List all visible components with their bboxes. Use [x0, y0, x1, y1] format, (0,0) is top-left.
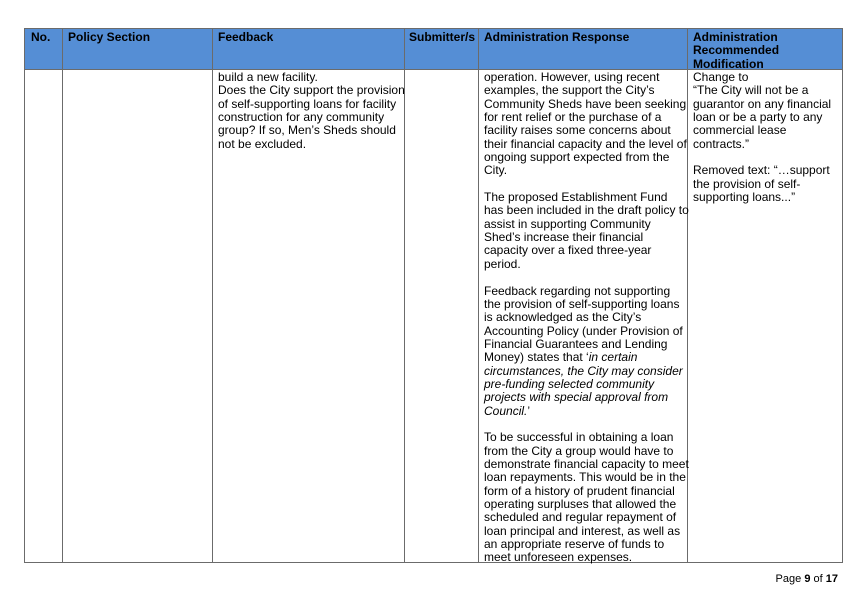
text-line: period.	[484, 256, 521, 271]
header-no: No.	[31, 30, 51, 44]
column-divider	[478, 29, 479, 562]
text-line: supporting loans...”	[693, 190, 796, 205]
page-of: of	[813, 573, 823, 585]
text-line: construction for any community	[218, 110, 385, 125]
page-current: 9	[804, 573, 811, 585]
text-line: not be excluded.	[218, 136, 307, 151]
response-paragraph	[484, 431, 689, 564]
response-paragraph	[484, 191, 689, 271]
response-paragraph	[484, 71, 689, 178]
text-line: facility raises some concerns about	[484, 123, 671, 138]
text-line: commercial lease	[693, 123, 787, 138]
text-line: operating surpluses that allowed the	[484, 497, 677, 511]
column-divider	[212, 29, 213, 562]
quote-close: ’	[527, 403, 531, 418]
text-line: from the City a group would have to	[484, 443, 674, 458]
text-line: their financial capacity and the level of	[484, 136, 687, 151]
text-line: assist in supporting Community	[484, 216, 651, 231]
quote-text: in certain	[588, 350, 638, 365]
text-line: is acknowledged as the City’s	[484, 310, 642, 325]
text-line: contracts.”	[693, 136, 750, 151]
text-line: Does the City support the provision	[218, 83, 405, 98]
text-line: Change to	[693, 70, 749, 84]
text-line: guarantor on any financial	[693, 96, 832, 111]
feedback-cell	[218, 71, 405, 151]
text-line: loan repayments. This would be in the	[484, 470, 686, 485]
text-line: Removed text: “…support	[693, 163, 830, 178]
text-line: Community Sheds have been seeking	[484, 96, 687, 111]
text-line: has been included in the draft policy to	[484, 203, 689, 218]
page-footer	[776, 573, 838, 585]
text-line: Accounting Policy (under Provision of	[484, 323, 683, 338]
text-line: capacity over a fixed three-year	[484, 243, 652, 258]
response-paragraph	[484, 285, 689, 418]
header-admin-response: Administration Response	[484, 30, 630, 44]
header-feedback: Feedback	[218, 30, 274, 44]
text-line: Shed’s increase their financial	[484, 230, 644, 245]
header-line: Modification	[693, 56, 764, 71]
text-line: “The City will not be a	[693, 83, 809, 98]
admin-response-cell	[484, 71, 689, 565]
quote-text: pre-funding selected community	[484, 376, 655, 391]
feedback-table	[24, 28, 843, 563]
text-line: Feedback regarding not supporting	[484, 283, 671, 298]
quote-text: circumstances, the City may consider	[484, 363, 683, 378]
modification-paragraph	[693, 71, 831, 151]
modification-paragraph	[693, 164, 831, 204]
text-line: build a new facility.	[218, 70, 318, 84]
text-line: examples, the support the City’s	[484, 83, 655, 98]
header-policy-section: Policy Section	[68, 30, 151, 44]
text-line: ongoing support expected from the	[484, 150, 670, 165]
text-line: for rent relief or the purchase of a	[484, 110, 662, 125]
text-line: group? If so, Men’s Sheds should	[218, 123, 396, 138]
header-submitters: Submitter/s	[409, 30, 476, 44]
text-line: demonstrate financial capacity to meet	[484, 456, 689, 471]
text-line: loan principal and interest, as well as	[484, 523, 681, 538]
page-total: 17	[825, 573, 838, 585]
text-line: an appropriate reserve of funds to	[484, 537, 665, 552]
text-line: scheduled and regular repayment of	[484, 510, 677, 525]
admin-modification-cell	[693, 71, 831, 204]
text-line	[484, 405, 689, 418]
header-admin-modification	[693, 31, 779, 71]
page-label: Page	[775, 573, 802, 585]
text-line: To be successful in obtaining a loan	[484, 430, 674, 445]
text-line: operation. However, using recent	[484, 70, 660, 84]
text-line: the provision of self-	[693, 176, 801, 191]
text-line: Financial Guarantees and Lending	[484, 336, 668, 351]
text-line: meet unforeseen expenses.	[484, 550, 633, 565]
header-line: Administration	[693, 30, 778, 44]
text-line: form of a history of prudent financial	[484, 483, 675, 498]
text-line: The proposed Establishment Fund	[484, 190, 668, 205]
text-line: of self-supporting loans for facility	[218, 96, 397, 111]
text-line	[484, 351, 689, 364]
text-line: the provision of self-supporting loans	[484, 296, 680, 311]
quote-text: Council.	[484, 403, 528, 418]
column-divider	[62, 29, 63, 562]
header-line: Recommended	[693, 43, 780, 58]
quote-lead: Money) states that ‘	[484, 350, 589, 365]
quote-text: projects with special approval from	[484, 390, 669, 405]
text-line: City.	[484, 163, 508, 178]
text-line: loan or be a party to any	[693, 110, 823, 125]
